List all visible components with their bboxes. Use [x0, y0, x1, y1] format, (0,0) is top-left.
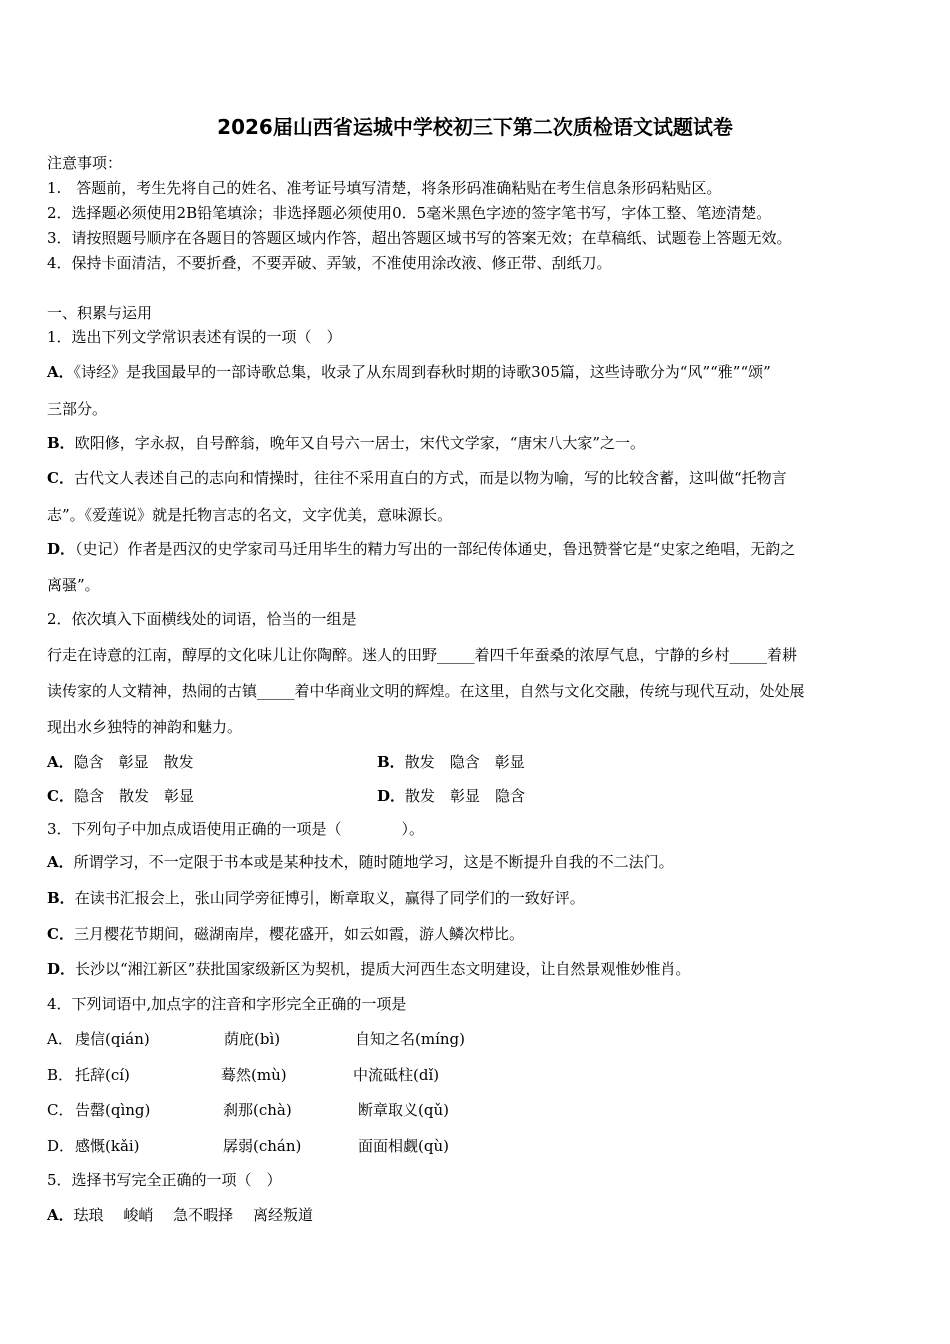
q3-option-a-label: A．	[47, 853, 74, 871]
page-title: 2026届山西省运城中学校初三下第二次质检语文试题试卷	[217, 115, 733, 139]
q3-option-d-text: 长沙以“湘江新区”获批国家级新区为契机，提质大河西生态文明建设，让自然景观惟妙惟肖。	[75, 960, 691, 978]
q3-option-c	[47, 924, 524, 944]
q3-option-b-label: B．	[47, 889, 75, 907]
q3-option-a	[47, 852, 674, 872]
q1-option-b-text: 欧阳修，字永叔，自号醉翁，晚年又自号六一居士，宋代文学家，“唐宋八大家”之一。	[74, 434, 646, 452]
q3-option-a-text: 所谓学习，不一定限于书本或是某种技术，随时随地学习，这是不断提升自我的不二法门。	[73, 853, 674, 871]
q4-option-a-word-2: 荫庇(bì)	[224, 1030, 281, 1048]
q4-option-a-word-1: 虔信(qián)	[75, 1030, 150, 1048]
q2-stem: 2．依次填入下面横线处的词语，恰当的一组是	[47, 610, 357, 628]
q4-option-b-word-1: 托辞(cí)	[75, 1066, 130, 1084]
q1-option-c-label: C．	[47, 469, 74, 487]
q1-option-b	[47, 433, 645, 453]
q2-passage-line-3: 现出水乡独特的神韵和魅力。	[47, 718, 243, 736]
q1-option-a	[47, 362, 771, 382]
q3-option-b-text: 在读书汇报会上，张山同学旁征博引，断章取义，赢得了同学们的一致好评。	[74, 889, 585, 907]
notice-item-4: 4．保持卡面清洁，不要折叠，不要弄破、弄皱，不准使用涂改液、修正带、刮纸刀。	[47, 254, 612, 272]
q4-option-c-label: C．	[47, 1101, 74, 1119]
q4-option-a-label: A．	[47, 1030, 73, 1048]
notice-item-3: 3．请按照题号顺序在各题目的答题区域内作答，超出答题区域书写的答案无效；在草稿纸、试题卷上答题无效。	[47, 229, 792, 247]
q3-option-b	[47, 888, 585, 908]
q3-option-c-text: 三月樱花节期间，磁湖南岸，樱花盛开，如云如霞，游人鳞次栉比。	[73, 925, 524, 943]
q5-option-a	[47, 1205, 313, 1225]
q4-option-d-word-2: 孱弱(chán)	[223, 1137, 302, 1155]
q4-option-a-word-3: 自知之名(míng)	[355, 1030, 465, 1048]
q4-option-d-label: D．	[47, 1137, 75, 1155]
q2-option-d-text: 散发 彰显 隐含	[405, 787, 526, 805]
q2-option-b-label: B．	[377, 753, 405, 771]
q1-option-c-text: 古代文人表述自己的志向和情操时，往往不采用直白的方式，而是以物为喻，写的比较含蓄，这叫做“托物言	[73, 469, 787, 487]
q1-option-a-cont: 三部分。	[47, 400, 108, 418]
q2-option-a-label: A．	[47, 753, 74, 771]
q4-option-b-word-2: 蓦然(mù)	[221, 1066, 287, 1084]
q1-option-d-label: D．	[47, 540, 76, 558]
q3-option-d-label: D．	[47, 960, 76, 978]
q1-option-c	[47, 468, 787, 488]
q1-option-d-text: （史记）作者是西汉的史学家司马迁用毕生的精力写出的一部纪传体通史，鲁迅赞誉它是“史家之绝唱，无韵之	[75, 540, 796, 558]
notice-heading: 注意事项：	[47, 154, 123, 172]
q1-option-a-text: 《诗经》是我国最早的一部诗歌总集，收录了从东周到春秋时期的诗歌305篇，这些诗歌分为“风”“雅”“颂”	[73, 363, 771, 381]
q2-option-d	[377, 786, 525, 806]
q3-stem: 3．下列句子中加点成语使用正确的一项是（ ）。	[47, 820, 425, 838]
notice-item-2: 2．选择题必须使用2B铅笔填涂；非选择题必须使用0．5毫米黑色字迹的签字笔书写，字体工整、笔迹清楚。	[47, 204, 772, 222]
q1-option-a-label: A．	[47, 363, 74, 381]
q2-option-a-text: 隐含 彰显 散发	[73, 753, 194, 771]
q4-option-c-word-1: 告罄(qìng)	[75, 1101, 151, 1119]
notice-item-1: 1. 答题前，考生先将自己的姓名、准考证号填写清楚，将条形码准确粘贴在考生信息条形码粘贴区。	[47, 179, 722, 197]
q2-option-c	[47, 786, 194, 806]
q4-option-c-word-2: 刹那(chà)	[223, 1101, 292, 1119]
q4-option-b-label: B．	[47, 1066, 74, 1084]
q5-stem: 5．选择书写完全正确的一项（ ）	[47, 1171, 282, 1189]
q2-passage-line-2: 读传家的人文精神，热闹的古镇_____着中华商业文明的辉煌。在这里，自然与文化交融，传统与现代互动，处处展	[47, 682, 805, 700]
q4-option-d-word-1: 感慨(kǎi)	[75, 1137, 140, 1155]
q2-option-c-label: C．	[47, 787, 74, 805]
q3-option-d	[47, 959, 690, 979]
q1-option-d	[47, 539, 795, 559]
q3-option-c-label: C．	[47, 925, 74, 943]
q2-option-d-label: D．	[377, 787, 406, 805]
q2-option-b	[377, 752, 525, 772]
q1-stem: 1．选出下列文学常识表述有误的一项（ ）	[47, 328, 342, 346]
q4-option-b-word-3: 中流砥柱(dǐ)	[353, 1066, 440, 1084]
q2-option-b-text: 散发 隐含 彰显	[404, 753, 525, 771]
q2-option-a	[47, 752, 194, 772]
q1-option-b-label: B．	[47, 434, 75, 452]
q1-option-c-cont: 志”。《爱莲说》就是托物言志的名文，文字优美，意味源长。	[47, 506, 453, 524]
section-heading: 一、积累与运用	[47, 304, 153, 322]
q5-option-a-text: 珐琅 峻峭 急不暇择 离经叛道	[73, 1206, 313, 1224]
q2-option-c-text: 隐含 散发 彰显	[73, 787, 194, 805]
q2-passage-line-1: 行走在诗意的江南，醇厚的文化味儿让你陶醉。迷人的田野_____着四千年蚕桑的浓厚气息，宁静的乡村_____着耕	[47, 646, 798, 664]
q1-option-d-cont: 离骚”。	[47, 576, 100, 594]
q5-option-a-label: A．	[47, 1206, 74, 1224]
q4-stem: 4．下列词语中,加点字的注音和字形完全正确的一项是	[47, 995, 407, 1013]
q4-option-d-word-3: 面面相觑(qù)	[358, 1137, 449, 1155]
q4-option-c-word-3: 断章取义(qǔ)	[358, 1101, 449, 1119]
